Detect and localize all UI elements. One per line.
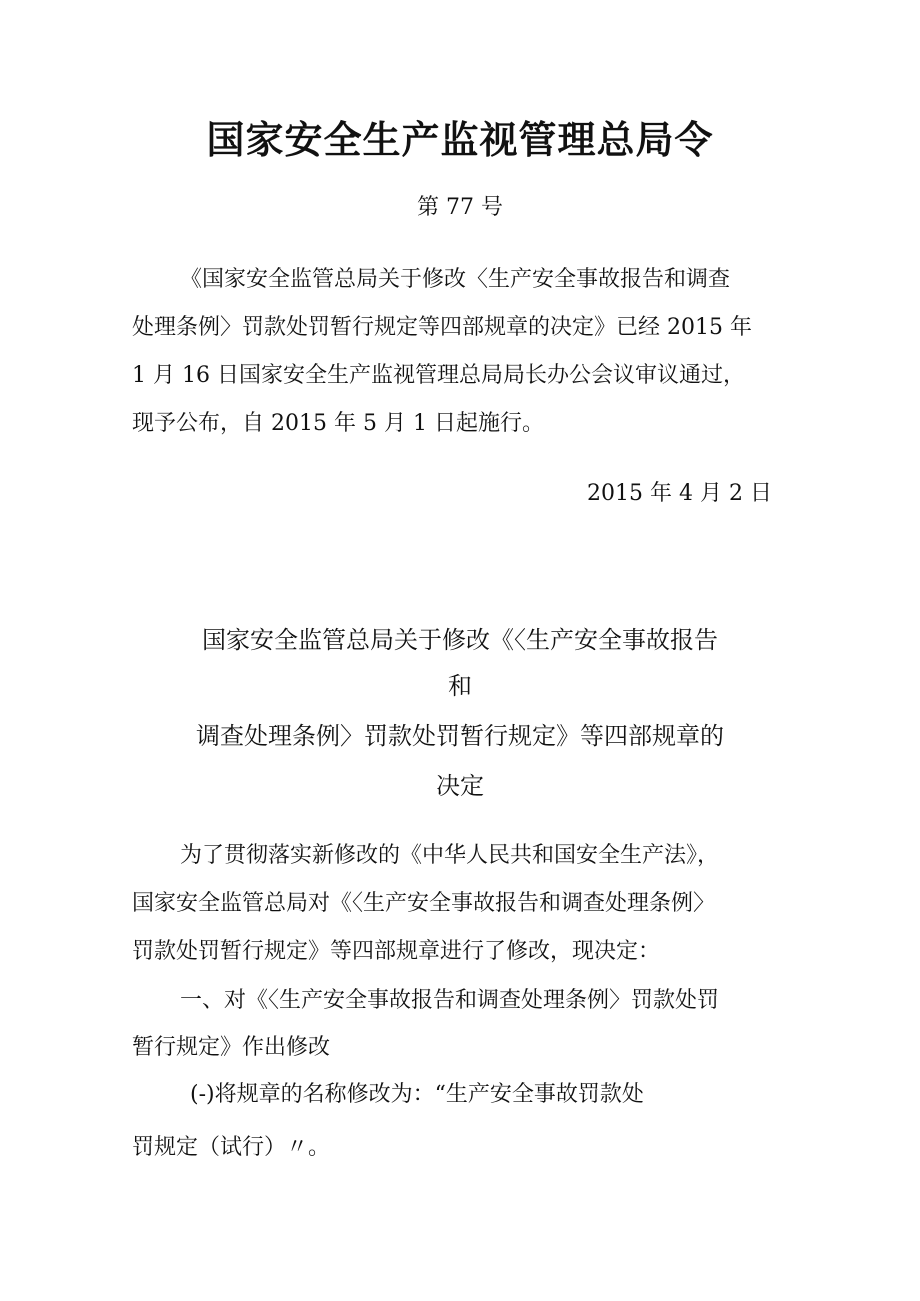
decision-title-line: 国家安全监管总局关于修改《〈生产安全事故报告 xyxy=(202,626,718,654)
intro-line: 国家安全监管总局对《〈生产安全事故报告和调查处理条例〉 xyxy=(132,891,716,916)
announcement-line: 《国家安全监管总局关于修改〈生产安全事故报告和调查 xyxy=(180,267,731,292)
document-title: 国家安全生产监视管理总局令 xyxy=(206,117,714,162)
intro-line: 罚款处罚暂行规定》等四部规章进行了修改，现决定： xyxy=(132,939,661,964)
section-one-line: 一、对《〈生产安全事故报告和调查处理条例〉罚款处罚 xyxy=(180,988,720,1013)
announcement-line: 处理条例〉罚款处罚暂行规定等四部规章的决定》已经 2015 年 xyxy=(132,315,752,340)
item-one-line: (-)将规章的名称修改为：“生产安全事故罚款处 xyxy=(190,1082,644,1107)
decision-title-line: 调查处理条例〉罚款处罚暂行规定》等四部规章的 xyxy=(196,722,724,750)
order-number: 第 77 号 xyxy=(417,195,503,220)
issue-date: 2015 年 4 月 2 日 xyxy=(587,481,772,506)
announcement-line: 1 月 16 日国家安全生产监视管理总局局长办公会议审议通过， xyxy=(132,363,745,388)
announcement-line: 现予公布，自 2015 年 5 月 1 日起施行。 xyxy=(132,411,544,436)
intro-line: 为了贯彻落实新修改的《中华人民共和国安全生产法》， xyxy=(180,843,720,868)
decision-title-line: 决定 xyxy=(436,772,484,800)
decision-title-line: 和 xyxy=(448,672,472,700)
item-one-line: 罚规定（试行）〃。 xyxy=(132,1135,331,1160)
section-one-line: 暂行规定》作出修改 xyxy=(132,1035,331,1060)
